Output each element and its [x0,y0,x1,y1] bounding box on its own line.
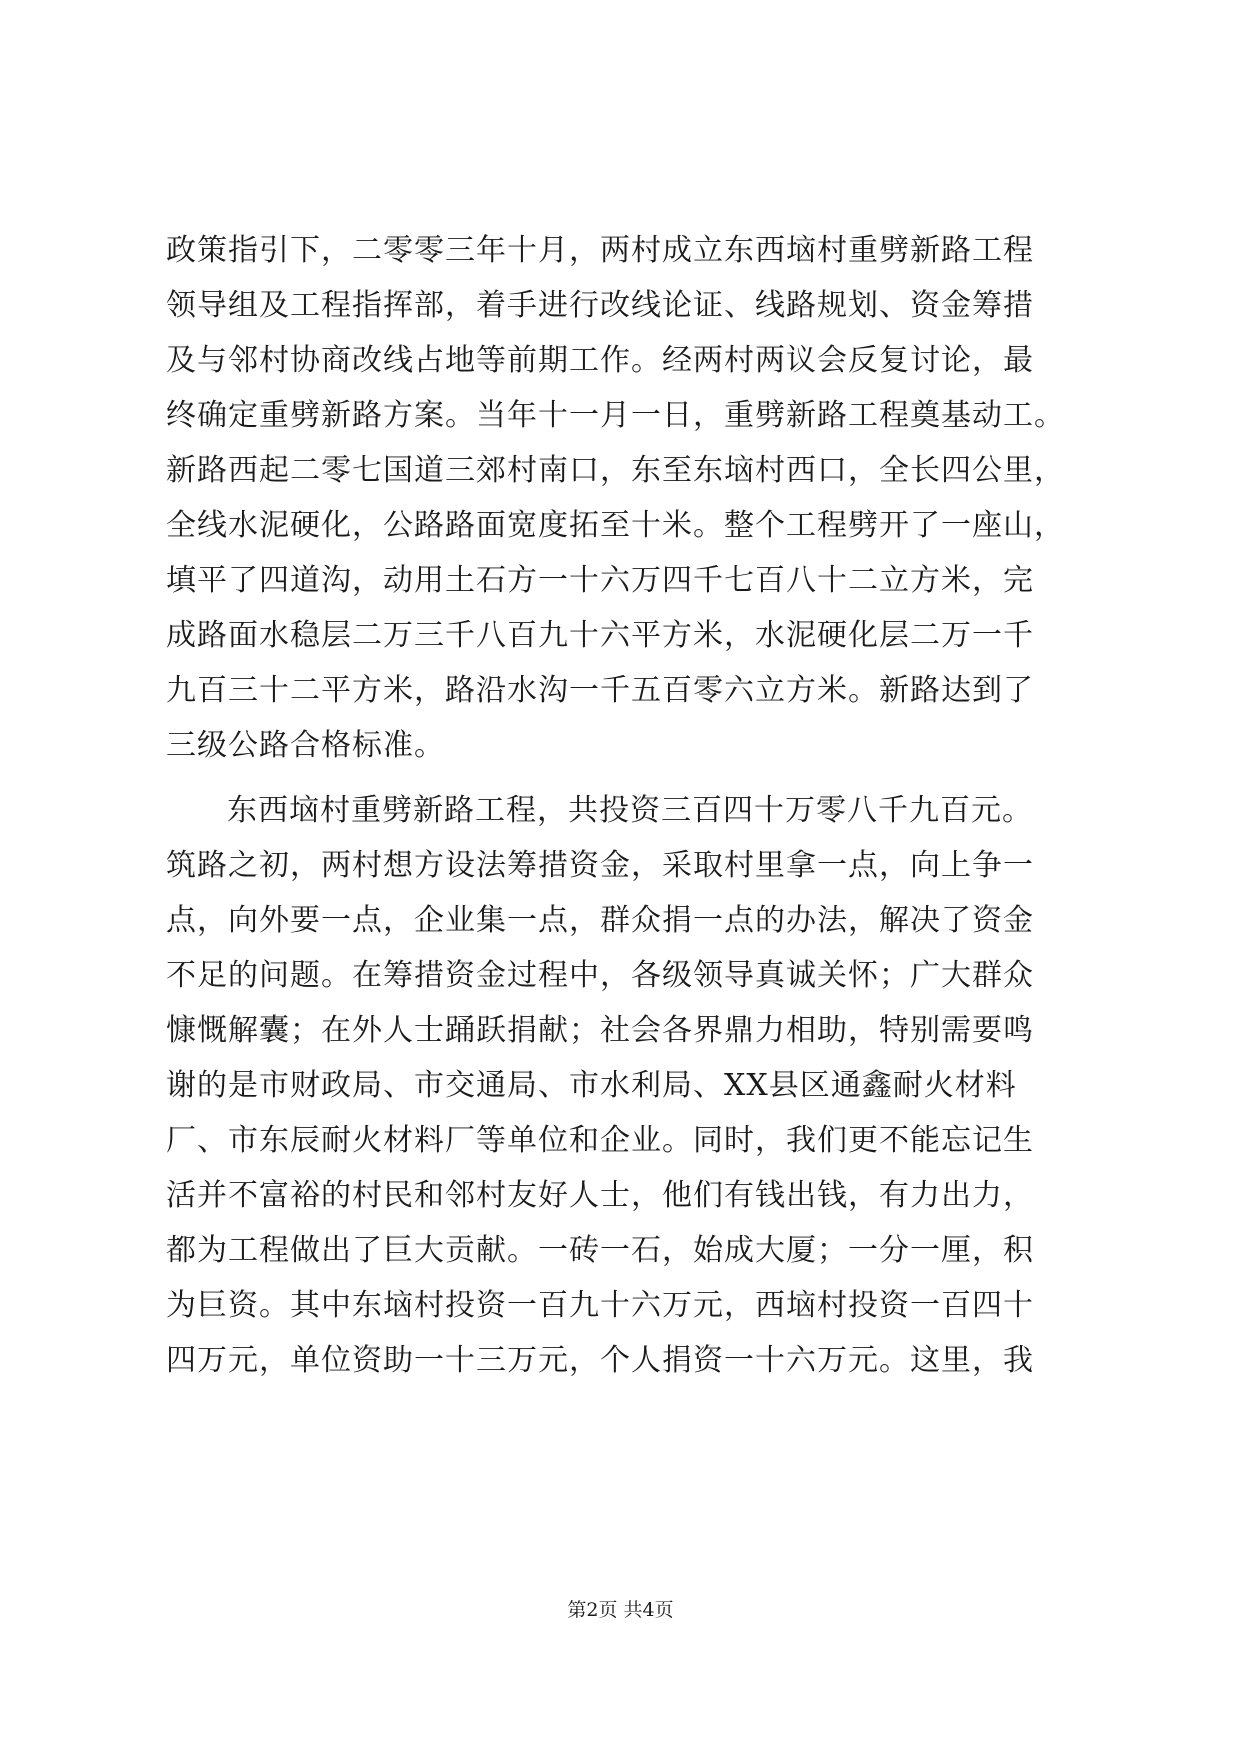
text-line: 为巨资。其中东垴村投资一百九十六万元，西垴村投资一百四十 [166,1288,1034,1323]
paragraph-first-line: 东西垴村重劈新路工程，共投资三百四十万零八千九百元。 [227,793,1033,828]
text-line: 不足的问题。在筹措资金过程中，各级领导真诚关怀；广大群众 [166,958,1034,993]
text-line: 政策指引下，二零零三年十月，两村成立东西垴村重劈新路工程 [166,233,1034,268]
text-line: 领导组及工程指挥部，着手进行改线论证、线路规划、资金筹措 [166,288,1034,323]
text-line: 终确定重劈新路方案。当年十一月一日，重劈新路工程奠基动工。 [166,398,1065,433]
text-line: 慷慨解囊；在外人士踊跃捐献；社会各界鼎力相助，特别需要鸣 [166,1013,1034,1048]
text-line: 点，向外要一点，企业集一点，群众捐一点的办法，解决了资金 [166,903,1034,938]
text-line: 四万元，单位资助一十三万元，个人捐资一十六万元。这里，我 [166,1343,1034,1378]
text-line: 九百三十二平方米，路沿水沟一千五百零六立方米。新路达到了 [166,673,1034,708]
text-line: 全线水泥硬化，公路路面宽度拓至十米。整个工程劈开了一座山， [166,508,1065,543]
text-line: 厂、市东辰耐火材料厂等单位和企业。同时，我们更不能忘记生 [166,1123,1034,1158]
text-line: 三级公路合格标准。 [166,728,445,763]
text-line: 活并不富裕的村民和邻村友好人士，他们有钱出钱，有力出力， [166,1178,1034,1213]
page-number-footer: 第2页 共4页 [567,1599,674,1621]
text-line: 谢的是市财政局、市交通局、市水利局、XX县区通鑫耐火材料 [166,1068,1017,1103]
text-line: 填平了四道沟，动用土石方一十六万四千七百八十二立方米，完 [166,563,1034,598]
text-line: 都为工程做出了巨大贡献。一砖一石，始成大厦；一分一厘，积 [166,1233,1034,1268]
text-line: 成路面水稳层二万三千八百九十六平方米，水泥硬化层二万一千 [166,618,1034,653]
text-line: 新路西起二零七国道三郊村南口，东至东垴村西口，全长四公里， [166,453,1065,488]
text-line: 及与邻村协商改线占地等前期工作。经两村两议会反复讨论，最 [166,343,1034,378]
text-line: 筑路之初，两村想方设法筹措资金，采取村里拿一点，向上争一 [166,848,1034,883]
